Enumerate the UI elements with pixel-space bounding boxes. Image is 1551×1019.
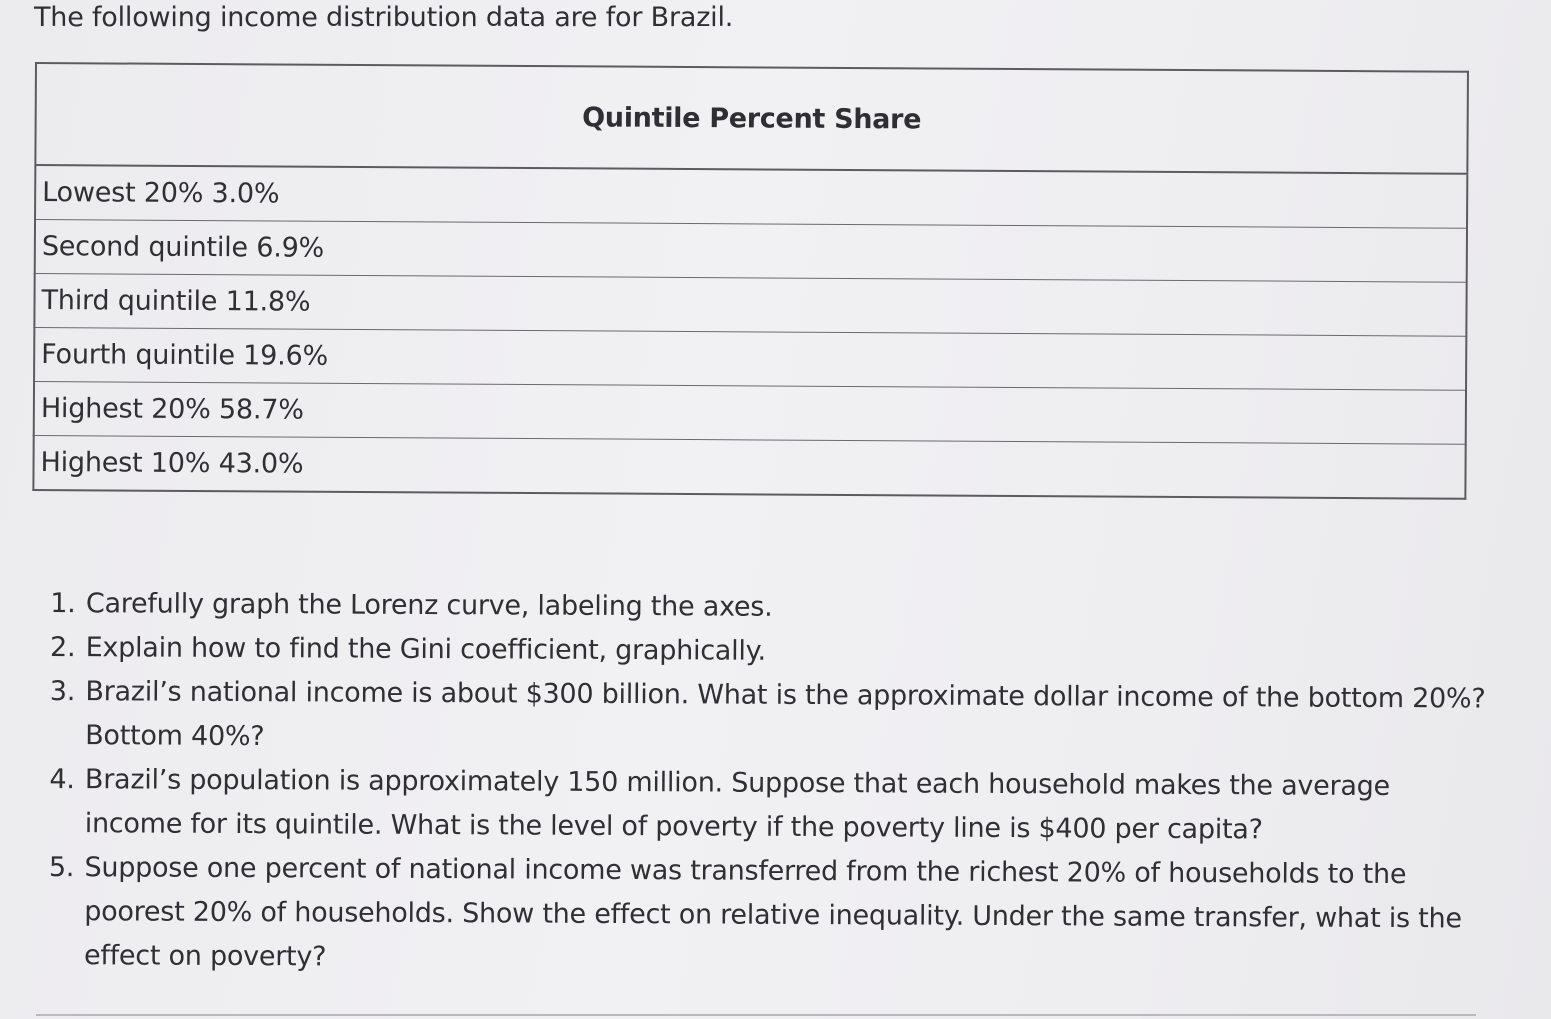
question-item: 3. Brazil’s national income is about $300 billion. What is the approximate dollar income of the bottom 20%? Bottom 40%? [83, 670, 1493, 765]
table-row [35, 165, 1467, 228]
table-row [34, 328, 1466, 391]
table-cell-lowest-20: Lowest 20% 3.0% [35, 165, 1467, 228]
table-cell-fourth-quintile: Fourth quintile 19.6% [34, 328, 1466, 391]
bottom-divider [36, 1014, 1476, 1016]
table-cell-third-quintile: Third quintile 11.8% [34, 274, 1466, 337]
table-cell-second-quintile: Second quintile 6.9% [35, 220, 1467, 283]
question-item: 4. Brazil’s population is approximately 150 million. Suppose that each household makes the average income for its quintile. What is the level of poverty if the poverty line is $400 per capita? [83, 758, 1493, 853]
table-cell-highest-10: Highest 10% 43.0% [33, 435, 1465, 498]
question-item: 5. Suppose one percent of national income was transferred from the richest 20% of households to the poorest 20% of households. Show the effect on relative inequality. Under the same transfer, what is the effect on poverty? [82, 846, 1493, 985]
question-list [48, 582, 1494, 986]
intro-text: The following income distribution data are for Brazil. [34, 2, 734, 33]
question-item: 2. Explain how to find the Gini coefficient, graphically. [84, 626, 1494, 677]
table-row [34, 274, 1466, 337]
table-row [33, 435, 1465, 498]
table-cell-highest-20: Highest 20% 58.7% [34, 382, 1466, 445]
income-share-table [32, 62, 1469, 500]
table-header-row [35, 63, 1468, 174]
question-item: 1. Carefully graph the Lorenz curve, labeling the axes. [84, 582, 1494, 633]
table-row [35, 220, 1467, 283]
table-row [34, 382, 1466, 445]
table-header: Quintile Percent Share [35, 63, 1468, 174]
